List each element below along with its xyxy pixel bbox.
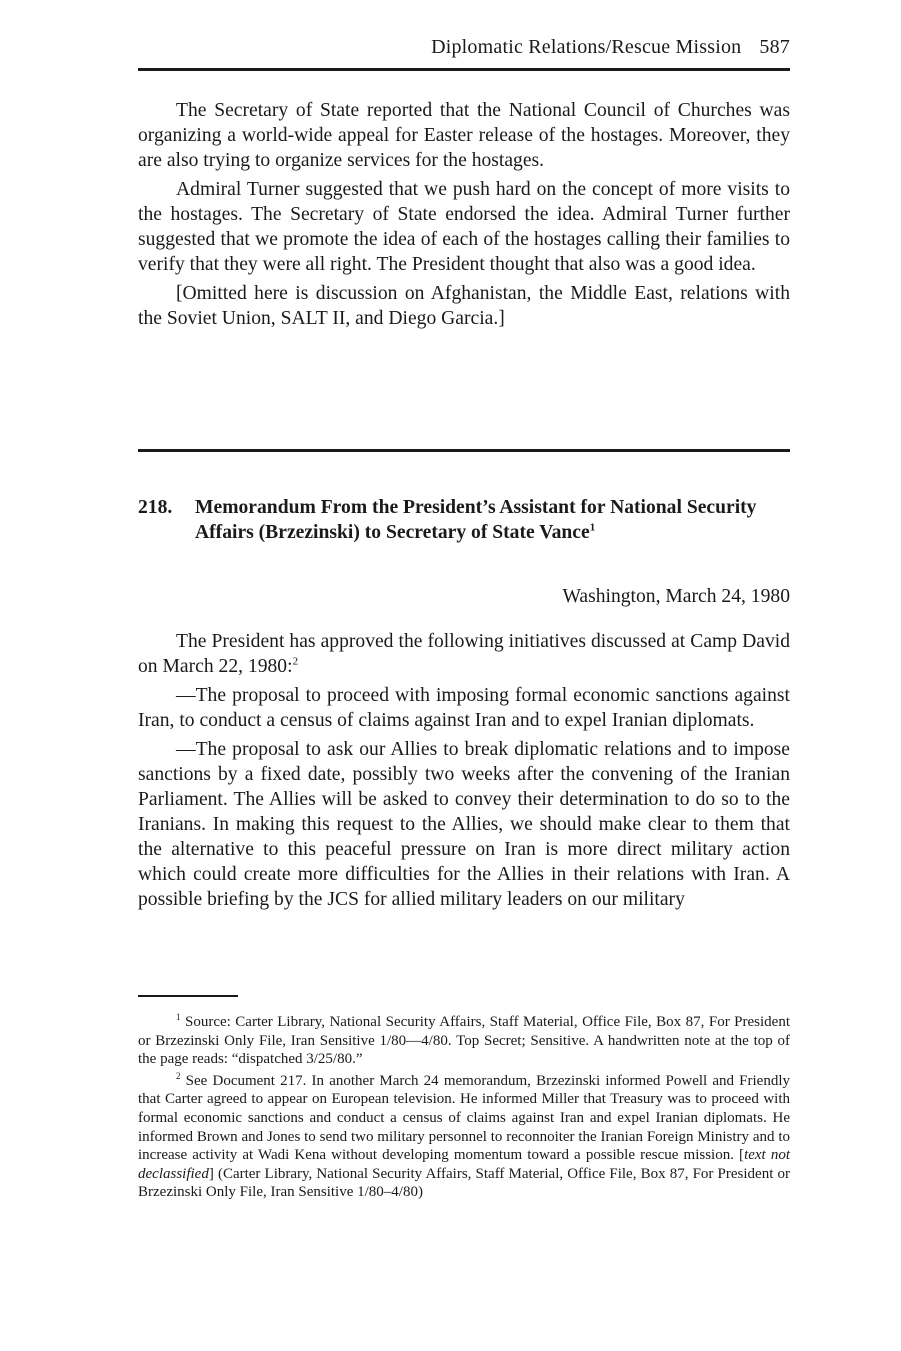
footnote-marker: 1 — [176, 1012, 181, 1022]
body-paragraph: —The proposal to proceed with imposing formal economic sanctions against Iran, to conduct a census of claims against Iran and to expel Iranian diplomats. — [138, 685, 790, 731]
footnote — [138, 1072, 790, 1202]
body-paragraph: The Secretary of State reported that the National Council of Churches was organizing a world-wide appeal for Easter release of the hostages. Moreover, they are also trying to organize services for the hostages. — [138, 100, 790, 171]
section-divider-rule — [138, 449, 790, 452]
body-paragraph — [138, 629, 790, 679]
dateline: Washington, March 24, 1980 — [562, 586, 790, 607]
previous-section — [138, 98, 790, 335]
footnote-text: See Document 217. In another March 24 memorandum, Brzezinski informed Powell and Friendly that Carter agreed to appear on European television. He informed Miller that Treasury was to proceed with formal economic sanctions and conduct a census of claims against Iran and expel Iranian diplomats. He informed Brown and Jones to send two military personnel to reconnoiter the Iranian Foreign Ministry and to increase activity at Wadi Kena without developing momentum toward a possible rescue mission. [ — [138, 1072, 791, 1164]
document-body — [138, 629, 790, 916]
footnote-text: Source: Carter Library, National Security Affairs, Staff Material, Office File, Box 87, For President or Brzezinski Only File, Iran Sensitive 1/80—4/80. Top Secret; Sensitive. A handwritten note at the top of the page reads: “dispatched 3/25/80.” — [138, 1014, 790, 1068]
editorial-note: [Omitted here is discussion on Afghanistan, the Middle East, relations with the Soviet Union, SALT II, and Diego Garcia.] — [138, 283, 790, 329]
document-title-text: Memorandum From the President’s Assistant for National Security Affairs (Brzezinski) to Secretary of State Vance — [195, 497, 757, 543]
intro-text: The President has approved the following initiatives discussed at Camp David on March 22, 1980: — [138, 631, 790, 677]
document-heading — [138, 495, 790, 545]
footnote-ref: 2 — [292, 655, 299, 668]
running-title: Diplomatic Relations/Rescue Mission — [431, 36, 742, 58]
footnotes — [138, 1013, 790, 1205]
running-head — [431, 36, 790, 59]
footnote-ref: 1 — [589, 521, 596, 534]
footnote — [138, 1013, 790, 1069]
footnote-italic-text: text not declassified — [138, 1147, 790, 1182]
body-paragraph: Admiral Turner suggested that we push hard on the concept of more visits to the hostages. The Secretary of State endorsed the idea. Admiral Turner further suggested that we promote the idea of each of the hostages calling their families to verify that they were all right. The President thought that also was a good idea. — [138, 179, 790, 275]
document-title — [195, 495, 790, 545]
document-number: 218. — [138, 497, 173, 518]
footnote-text: ] (Carter Library, National Security Affairs, Staff Material, Office File, Box 87, For President or Brzezinski Only File, Iran Sensitive 1/80–4/80) — [138, 1165, 790, 1201]
header-rule — [138, 68, 790, 71]
footnote-marker: 2 — [176, 1070, 181, 1081]
body-paragraph: —The proposal to ask our Allies to break diplomatic relations and to impose sanctions by a fixed date, possibly two weeks after the convening of the Iranian Parliament. The Allies will be asked to convey their determination to do so to the Iranians. In making this request to the Allies, we should make clear to them that the alternative to this peaceful pressure on Iran is more direct military action which could create more difficulties for the Allies in their relations with Iran. A possible briefing by the JCS for allied military leaders on our military — [138, 739, 790, 910]
page-number: 587 — [759, 36, 790, 58]
footnote-rule — [138, 995, 238, 997]
